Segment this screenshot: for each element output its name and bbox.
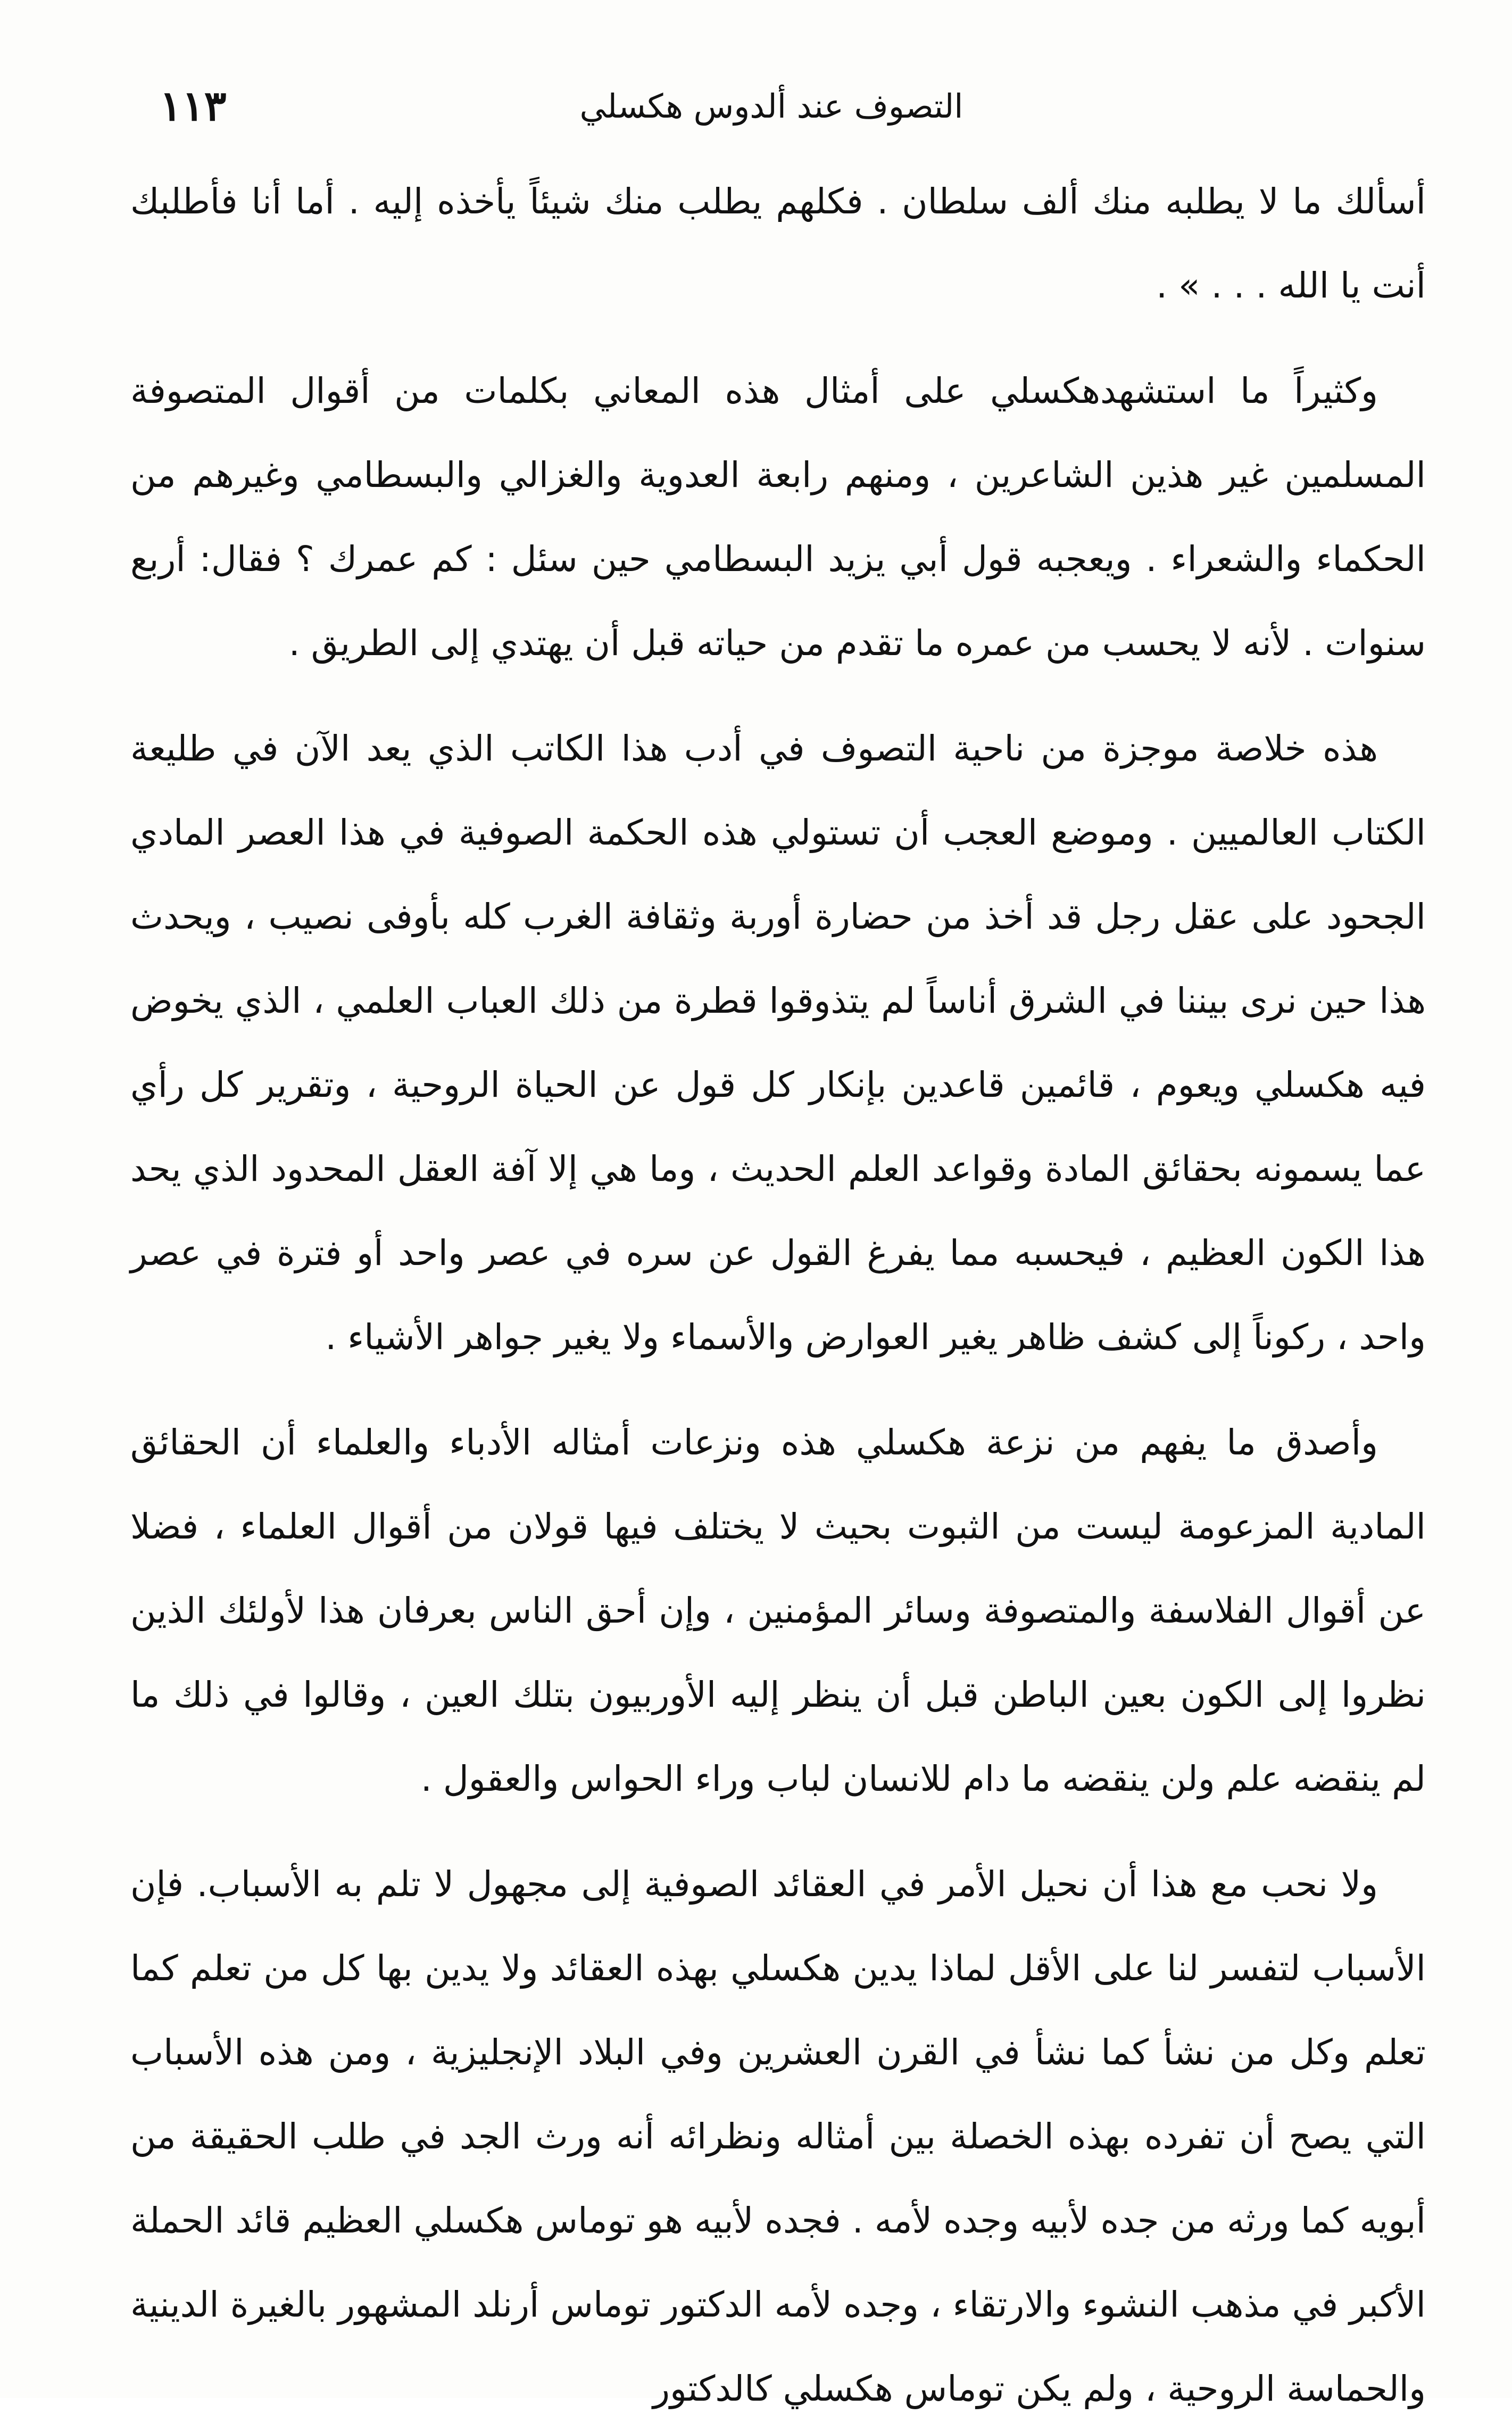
paragraph: وكثيراً ما استشهدهكسلي على أمثال هذه المعاني بكلمات من أقوال المتصوفة المسلمين غير هذين الشاعرين ، ومنهم رابعة العدوية والغزالي والبسطامي وغيرهم من الحكماء والشعراء . ويعجبه قول أبي يزيد البسطامي حين سئل : كم عمرك ؟ فقال: أربع سنوات . لأنه لا يحسب من عمره ما تقدم من حياته قبل أن يهتدي إلى الطريق . [130, 370, 1426, 664]
page-header [160, 80, 1383, 144]
body-text [130, 160, 1426, 2409]
paragraph: ولا نحب مع هذا أن نحيل الأمر في العقائد الصوفية إلى مجهول لا تلم به الأسباب. فإن الأسباب لتفسر لنا على الأقل لماذا يدين هكسلي بهذه العقائد ولا يدين بها كل من تعلم كما تعلم وكل من نشأ كما نشأ في القرن العشرين وفي البلاد الإنجليزية ، ومن هذه الأسباب التي يصح أن تفرده بهذه الخصلة بين أمثاله ونظرائه أنه ورث الجد في طلب الحقيقة من أبويه كما ورثه من جده لأبيه وجده لأمه . فجده لأبيه هو توماس هكسلي العظيم قائد الحملة الأكبر في مذهب النشوء والارتقاء ، وجده لأمه الدكتور توماس أرنلد المشهور بالغيرة الدينية والحماسة الروحية ، ولم يكن توماس هكسلي كالدكتور [130, 1864, 1426, 2409]
paragraph-continuation: أسألك ما لا يطلبه منك ألف سلطان . فكلهم يطلب منك شيئاً يأخذه إليه . أما أنا فأطلبك أنت يا الله . . . » . [130, 181, 1426, 306]
page-number: ١١٣ [160, 82, 227, 130]
paragraph: هذه خلاصة موجزة من ناحية التصوف في أدب هذا الكاتب الذي يعد الآن في طليعة الكتاب العالميين . وموضع العجب أن تستولي هذه الحكمة الصوفية في هذا العصر المادي الجحود على عقل رجل قد أخذ من حضارة أوربة وثقافة الغرب كله بأوفى نصيب ، ويحدث هذا حين نرى بيننا في الشرق أناساً لم يتذوقوا قطرة من ذلك العباب العلمي ، الذي يخوض فيه هكسلي ويعوم ، قائمين قاعدين بإنكار كل قول عن الحياة الروحية ، وتقرير كل رأي عما يسمونه بحقائق المادة وقواعد العلم الحديث ، وما هي إلا آفة العقل المحدود الذي يحد هذا الكون العظيم ، فيحسبه مما يفرغ القول عن سره في عصر واحد أو فترة في عصر واحد ، ركوناً إلى كشف ظاهر يغير العوارض والأسماء ولا يغير جواهر الأشياء . [130, 728, 1426, 1358]
running-title: التصوف عند ألدوس هكسلي [579, 87, 963, 126]
paragraph: وأصدق ما يفهم من نزعة هكسلي هذه ونزعات أمثاله الأدباء والعلماء أن الحقائق المادية المزعومة ليست من الثبوت بحيث لا يختلف فيها قولان من أقوال العلماء ، فضلا عن أقوال الفلاسفة والمتصوفة وسائر المؤمنين ، وإن أحق الناس بعرفان هذا لأولئك الذين نظروا إلى الكون بعين الباطن قبل أن ينظر إليه الأوربيون بتلك العين ، وقالوا في ذلك ما لم ينقضه علم ولن ينقضه ما دام للانسان لباب وراء الحواس والعقول . [130, 1422, 1426, 1799]
